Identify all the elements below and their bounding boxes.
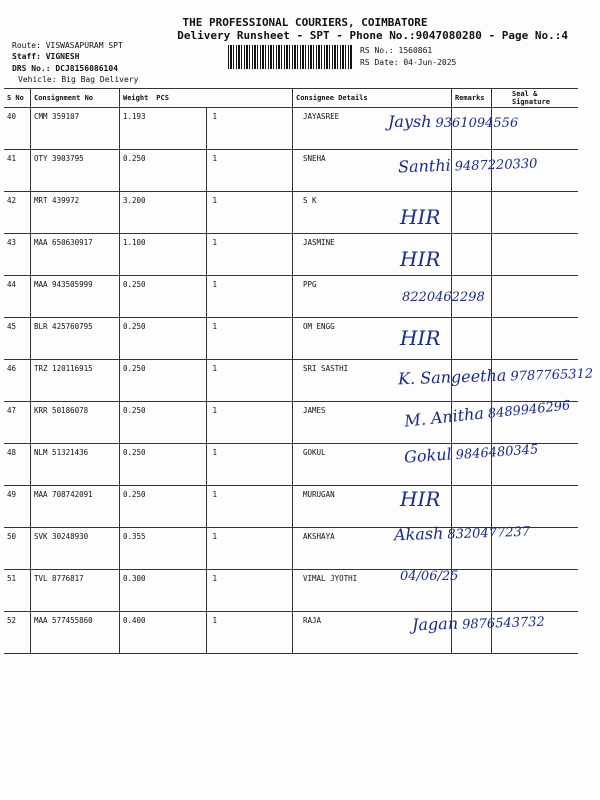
- row-weight: 0.250: [120, 444, 207, 486]
- row-weight: 0.250: [120, 276, 207, 318]
- signature: [388, 112, 518, 131]
- row-weight: 0.250: [120, 402, 207, 444]
- table-header-row: [4, 89, 578, 108]
- row-consignee: PPG: [293, 276, 452, 318]
- row-consignee: AKSHAYA: [293, 528, 452, 570]
- signature-name: Jagan: [411, 613, 459, 635]
- signature-number: 8320477237: [447, 524, 531, 543]
- row-weight: 0.250: [120, 318, 207, 360]
- row-pcs: 1: [206, 192, 293, 234]
- drs-number: DRS No.: DCJ8156086104: [12, 64, 118, 73]
- row-consignment: NLM 51321436: [31, 444, 120, 486]
- row-consignee: OM ENGG: [293, 318, 452, 360]
- row-sno: 46: [4, 360, 31, 402]
- signature-name: Santhi: [397, 155, 451, 177]
- row-pcs: 1: [206, 150, 293, 192]
- row-weight: 1.193: [120, 108, 207, 150]
- signature-name: Jaysh: [388, 112, 432, 131]
- row-signature-cell: [492, 570, 579, 612]
- row-consignee: JAMES: [293, 402, 452, 444]
- col-weight: Weight: [123, 94, 149, 102]
- row-consignee: RAJA: [293, 612, 452, 654]
- row-pcs: 1: [206, 108, 293, 150]
- signature: [400, 205, 444, 229]
- row-remarks: [452, 192, 492, 234]
- row-sno: 44: [4, 276, 31, 318]
- col-remarks: Remarks: [452, 89, 492, 108]
- row-consignment: SVK 30248930: [31, 528, 120, 570]
- row-consignment: MAA 650630917: [31, 234, 120, 276]
- table-row: [4, 570, 578, 612]
- row-weight: 0.250: [120, 150, 207, 192]
- col-sno: S No: [4, 89, 31, 108]
- row-weight: 0.355: [120, 528, 207, 570]
- row-remarks: [452, 234, 492, 276]
- barcode: [228, 45, 353, 69]
- signature-name: HIR: [400, 205, 441, 229]
- signature: [398, 286, 485, 305]
- row-consignee: JAYASREE: [293, 108, 452, 150]
- row-pcs: 1: [206, 486, 293, 528]
- row-pcs: 1: [206, 360, 293, 402]
- row-sno: 42: [4, 192, 31, 234]
- row-sno: 41: [4, 150, 31, 192]
- row-pcs: 1: [206, 444, 293, 486]
- row-pcs: 1: [206, 402, 293, 444]
- row-consignment: MRT 439972: [31, 192, 120, 234]
- row-consignment: TVL 8776817: [31, 570, 120, 612]
- col-consignee: Consignee Details: [293, 89, 452, 108]
- signature-number: 04/06/25: [400, 569, 459, 584]
- row-pcs: 1: [206, 528, 293, 570]
- row-weight: 0.400: [120, 612, 207, 654]
- row-remarks: [452, 318, 492, 360]
- row-weight: 0.250: [120, 486, 207, 528]
- row-consignment: CMM 359107: [31, 108, 120, 150]
- row-pcs: 1: [206, 570, 293, 612]
- row-consignment: MAA 943505999: [31, 276, 120, 318]
- signature-number: 8489946296: [487, 398, 572, 422]
- signature: [400, 326, 444, 350]
- row-sno: 40: [4, 108, 31, 150]
- table-row: [4, 276, 578, 318]
- row-consignment: BLR 425760795: [31, 318, 120, 360]
- signature: [400, 487, 444, 511]
- row-sno: 45: [4, 318, 31, 360]
- signature-name: Gokul: [403, 444, 453, 467]
- row-pcs: 1: [206, 234, 293, 276]
- row-consignee: SNEHA: [293, 150, 452, 192]
- runsheet-subtitle: Delivery Runsheet - SPT - Phone No.:9047080280 - Page No.:4: [177, 29, 568, 42]
- route-label: Route: VISWASAPURAM SPT: [12, 41, 123, 50]
- signature-name: M. Anitha: [403, 403, 485, 431]
- row-weight: 3.200: [120, 192, 207, 234]
- row-consignment: TRZ 120116915: [31, 360, 120, 402]
- signature-name: Akash: [393, 523, 444, 545]
- row-pcs: 1: [206, 612, 293, 654]
- signature-name: HIR: [400, 247, 441, 271]
- signature-number: 9787765312: [510, 366, 594, 385]
- row-sno: 47: [4, 402, 31, 444]
- vehicle-label: Vehicle: Big Bag Delivery: [18, 75, 139, 84]
- row-consignee: S K: [293, 192, 452, 234]
- row-consignee: MURUGAN: [293, 486, 452, 528]
- row-sno: 50: [4, 528, 31, 570]
- row-weight: 0.250: [120, 360, 207, 402]
- row-consignee: JASMINE: [293, 234, 452, 276]
- signature-number: 9487220330: [454, 156, 538, 175]
- table-row: [4, 192, 578, 234]
- row-consignment: MAA 577455860: [31, 612, 120, 654]
- company-title: THE PROFESSIONAL COURIERS, COIMBATORE: [182, 16, 428, 29]
- col-weight-pcs: [120, 89, 293, 108]
- row-consignment: MAA 708742091: [31, 486, 120, 528]
- signature-name: K. Sangeetha: [397, 365, 507, 389]
- rs-date: RS Date: 04-Jun-2025: [360, 58, 457, 67]
- signature-number: 9361094556: [435, 116, 519, 131]
- row-pcs: 1: [206, 276, 293, 318]
- col-consignment: Consignment No: [31, 89, 120, 108]
- signature-number: 9846480345: [455, 442, 539, 464]
- signature-name: HIR: [400, 326, 441, 350]
- row-sno: 51: [4, 570, 31, 612]
- row-consignee: GOKUL: [293, 444, 452, 486]
- row-consignee: SRI SASTHI: [293, 360, 452, 402]
- row-signature-cell: [492, 276, 579, 318]
- signature: [396, 565, 458, 584]
- staff-label: Staff: VIGNESH: [12, 52, 80, 61]
- row-consignment: OTY 3903795: [31, 150, 120, 192]
- table-row: [4, 234, 578, 276]
- signature-name: HIR: [400, 487, 441, 511]
- row-sno: 43: [4, 234, 31, 276]
- row-sno: 52: [4, 612, 31, 654]
- row-consignee: VIMAL JYOTHI: [293, 570, 452, 612]
- row-signature-cell: [492, 234, 579, 276]
- row-signature-cell: [492, 318, 579, 360]
- rs-number: RS No.: 1560861: [360, 46, 433, 55]
- row-sno: 49: [4, 486, 31, 528]
- row-sno: 48: [4, 444, 31, 486]
- col-pcs: PCS: [156, 94, 169, 102]
- signature-number: 8220462298: [402, 290, 485, 305]
- row-signature-cell: [492, 192, 579, 234]
- signature-number: 9876543732: [461, 614, 546, 633]
- signature: [400, 247, 444, 271]
- row-weight: 0.300: [120, 570, 207, 612]
- table-row: [4, 318, 578, 360]
- row-weight: 1.100: [120, 234, 207, 276]
- col-signature: Seal & Signature: [492, 89, 579, 108]
- row-consignment: KRR 50186078: [31, 402, 120, 444]
- row-pcs: 1: [206, 318, 293, 360]
